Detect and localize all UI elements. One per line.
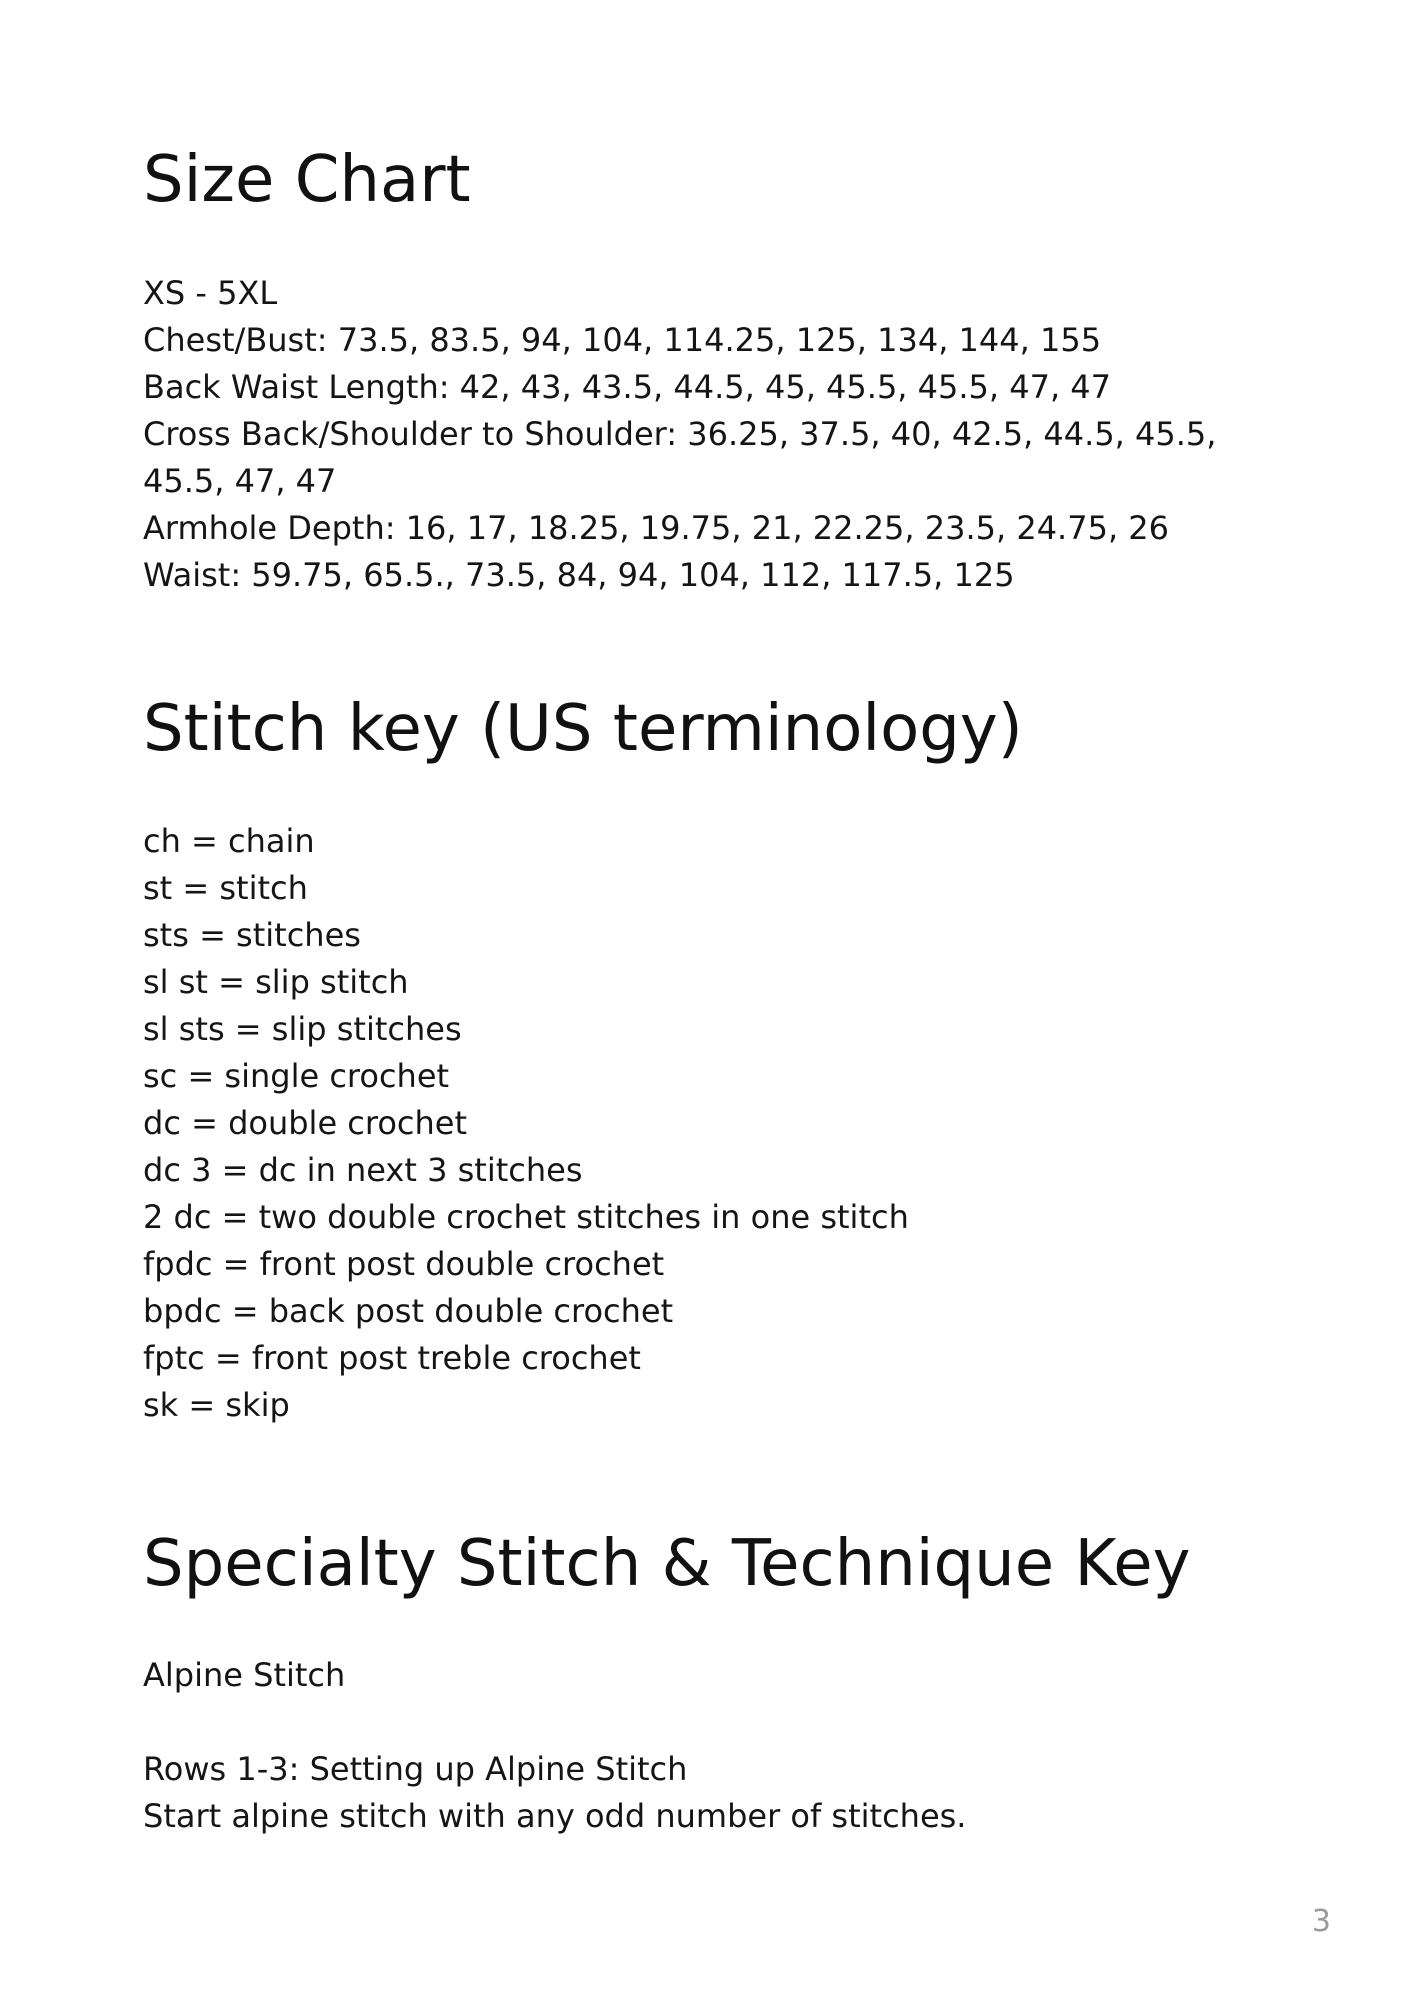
stitch-key-item: sl sts = slip stitches [143, 1010, 462, 1048]
cross-back-line: Cross Back/Shoulder to Shoulder: 36.25, 37.5, 40, 42.5, 44.5, 45.5, 45.5, 47, 47 [143, 415, 1217, 500]
size-chart-section [143, 270, 1283, 599]
paragraph-spacer [143, 1699, 966, 1746]
stitch-key-item: fpdc = front post double crochet [143, 1245, 665, 1283]
size-range-line: XS - 5XL [143, 274, 278, 312]
stitch-key-item: sts = stitches [143, 916, 361, 954]
chest-bust-line: Chest/Bust: 73.5, 83.5, 94, 104, 114.25, 125, 134, 144, 155 [143, 321, 1102, 359]
stitch-key-item: sl st = slip stitch [143, 963, 409, 1001]
stitch-key-item: 2 dc = two double crochet stitches in one stitch [143, 1198, 909, 1236]
alpine-stitch-label: Alpine Stitch [143, 1656, 346, 1694]
stitch-key-item: st = stitch [143, 869, 308, 907]
armhole-depth-line: Armhole Depth: 16, 17, 18.25, 19.75, 21, 22.25, 23.5, 24.75, 26 [143, 509, 1169, 547]
stitch-key-item: fptc = front post treble crochet [143, 1339, 641, 1377]
stitch-key-item: ch = chain [143, 822, 315, 860]
specialty-stitch-heading: Specialty Stitch & Technique Key [143, 1527, 1191, 1601]
stitch-key-item: dc 3 = dc in next 3 stitches [143, 1151, 583, 1189]
waist-line: Waist: 59.75, 65.5., 73.5, 84, 94, 104, 112, 117.5, 125 [143, 556, 1015, 594]
stitch-key-item: dc = double crochet [143, 1104, 468, 1142]
rows-heading: Rows 1-3: Setting up Alpine Stitch [143, 1750, 688, 1788]
stitch-key-heading: Stitch key (US terminology) [143, 692, 1023, 766]
specialty-stitch-section [143, 1652, 966, 1840]
stitch-key-item: bpdc = back post double crochet [143, 1292, 674, 1330]
rows-instruction: Start alpine stitch with any odd number of stitches. [143, 1797, 967, 1835]
stitch-key-list [143, 818, 909, 1429]
page-number: 3 [1311, 1904, 1331, 1939]
size-chart-heading: Size Chart [143, 143, 471, 217]
stitch-key-item: sk = skip [143, 1386, 290, 1424]
back-waist-length-line: Back Waist Length: 42, 43, 43.5, 44.5, 45, 45.5, 45.5, 47, 47 [143, 368, 1112, 406]
stitch-key-item: sc = single crochet [143, 1057, 450, 1095]
